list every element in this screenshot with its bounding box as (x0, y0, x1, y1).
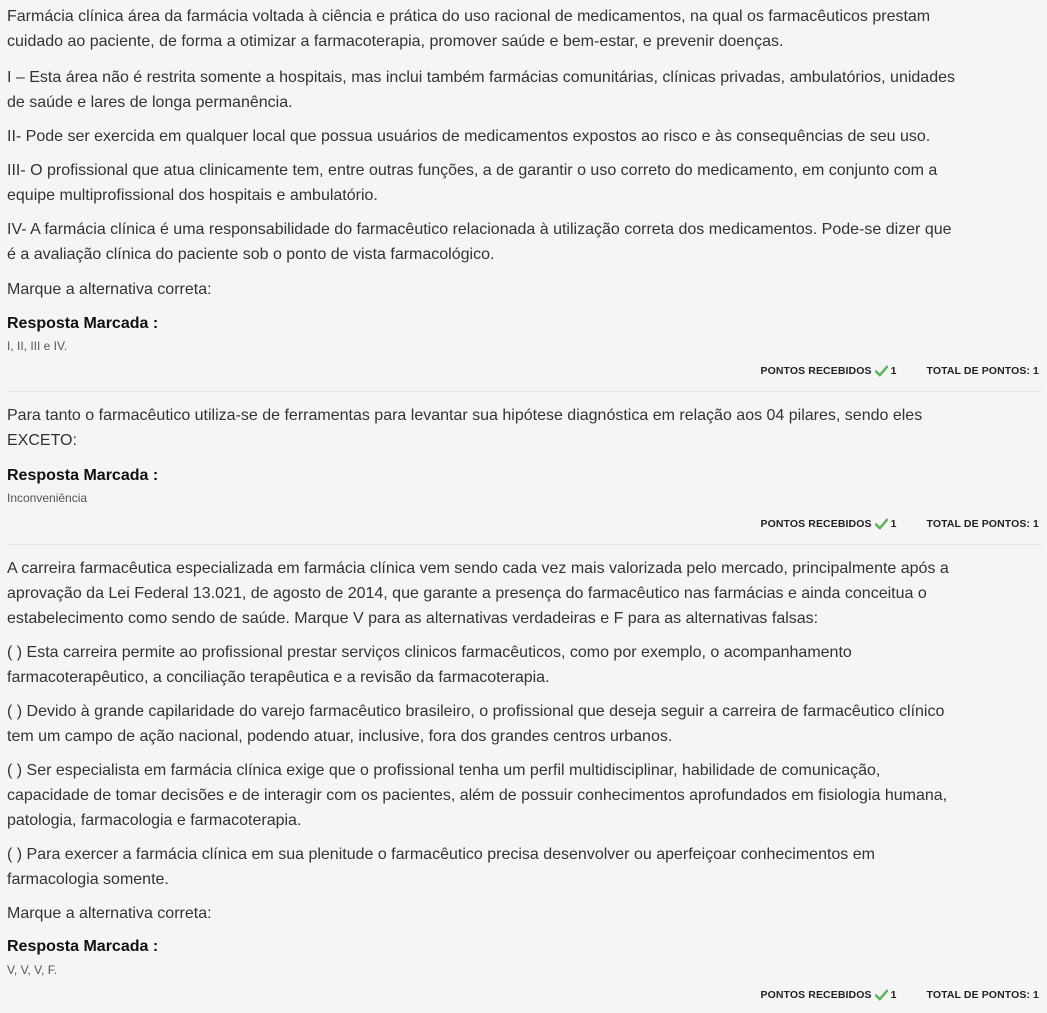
points-received-value: 1 (890, 518, 897, 530)
check-icon (875, 989, 888, 1001)
question-text-line: tem um campo de ação nacional, podendo atuar, inclusive, fora dos grandes centros urbanos. (7, 728, 673, 745)
total-de-pontos-label: TOTAL DE PONTOS: (926, 989, 1031, 1001)
question-text-line: EXCETO: (7, 432, 77, 449)
resposta-marcada-label: Resposta Marcada : (7, 315, 159, 332)
answer-value: Inconveniência (7, 491, 88, 505)
question-text-line: ( ) Ser especialista em farmácia clínica exige que o profissional tenha um perfil multidisciplinar, habilidade de comunicação, (7, 762, 881, 779)
total-points-value: 1 (1033, 989, 1039, 1001)
question-text-line: patologia, farmacologia e farmacoterapia. (7, 812, 302, 829)
check-icon (875, 365, 888, 377)
total-points-value: 1 (1033, 365, 1039, 377)
question-text-line: estabelecimento como sendo de saúde. Marque V para as alternativas verdadeiras e F para as alternativas falsas: (7, 610, 819, 627)
question-text-line: ( ) Devido à grande capilaridade do varejo farmacêutico brasileiro, o profissional que deseja seguir a carreira de farmacêutico clínico (7, 703, 945, 720)
question-text-line: farmacologia somente. (7, 871, 169, 888)
pontos-recebidos-label: PONTOS RECEBIDOS (760, 365, 872, 377)
points-row (761, 365, 1040, 377)
question-text-line: III- O profissional que atua clinicamente tem, entre outras funções, a de garantir o uso correto do medicamento, em conjunto com a (7, 162, 938, 179)
resposta-marcada-label: Resposta Marcada : (7, 938, 159, 955)
pontos-recebidos-label: PONTOS RECEBIDOS (760, 989, 872, 1001)
question-text-line: Farmácia clínica área da farmácia voltada à ciência e prática do uso racional de medicamentos, na qual os farmacêuticos prestam (7, 8, 931, 25)
resposta-marcada-label: Resposta Marcada : (7, 467, 159, 484)
question-text-line: ( ) Esta carreira permite ao profissional prestar serviços clinicos farmacêuticos, como por exemplo, o acompanhamento (7, 644, 852, 661)
question-text-line: capacidade de tomar decisões e de interagir com os pacientes, além de possuir conhecimentos aprofundados em fisiologia humana, (7, 787, 948, 804)
question-text-line: II- Pode ser exercida em qualquer local que possua usuários de medicamentos expostos ao risco e às consequências de seu uso. (7, 128, 931, 145)
question-text-line: farmacoterapêutico, a conciliação terapêutica e a revisão da farmacoterapia. (7, 669, 550, 686)
points-received-value: 1 (890, 365, 897, 377)
total-points-value: 1 (1033, 518, 1039, 530)
question-text-line: equipe multiprofissional dos hospitais e ambulatório. (7, 187, 378, 204)
points-row (761, 518, 1040, 530)
question-text-line: de saúde e lares de longa permanência. (7, 94, 293, 111)
points-received-value: 1 (890, 989, 897, 1001)
question-text-line: Marque a alternativa correta: (7, 281, 212, 298)
question-text-line: Para tanto o farmacêutico utiliza-se de ferramentas para levantar sua hipótese diagnóstica em relação aos 04 pilares, sendo eles (7, 407, 923, 424)
question-text-line: ( ) Para exercer a farmácia clínica em sua plenitude o farmacêutico precisa desenvolver ou aperfeiçoar conhecimentos em (7, 846, 875, 863)
question-text-line: A carreira farmacêutica especializada em farmácia clínica vem sendo cada vez mais valorizada pelo mercado, principalmente após a (7, 560, 949, 577)
answer-value: I, II, III e IV. (7, 339, 68, 353)
check-icon (875, 518, 888, 530)
question-text-line: Marque a alternativa correta: (7, 905, 212, 922)
question-text-line: IV- A farmácia clínica é uma responsabilidade do farmacêutico relacionada à utilização correta dos medicamentos. Pode-se dizer que (7, 221, 952, 238)
total-de-pontos-label: TOTAL DE PONTOS: (926, 518, 1031, 530)
question-text-line: é a avaliação clínica do paciente sob o ponto de vista farmacológico. (7, 246, 495, 263)
question-text-line: aprovação da Lei Federal 13.021, de agosto de 2014, que garante a presença do farmacêutico nas farmácias e ainda conceitua o (7, 585, 927, 602)
total-de-pontos-label: TOTAL DE PONTOS: (926, 365, 1031, 377)
divider (7, 391, 1041, 392)
question-text-line: I – Esta área não é restrita somente a hospitais, mas inclui também farmácias comunitárias, clínicas privadas, ambulatórios, unidades (7, 69, 955, 86)
pontos-recebidos-label: PONTOS RECEBIDOS (760, 518, 872, 530)
points-row (761, 989, 1040, 1001)
question-text-line: cuidado ao paciente, de forma a otimizar a farmacoterapia, promover saúde e bem-estar, e prevenir doenças. (7, 33, 784, 50)
divider (7, 544, 1041, 545)
answer-value: V, V, V, F. (7, 963, 58, 977)
